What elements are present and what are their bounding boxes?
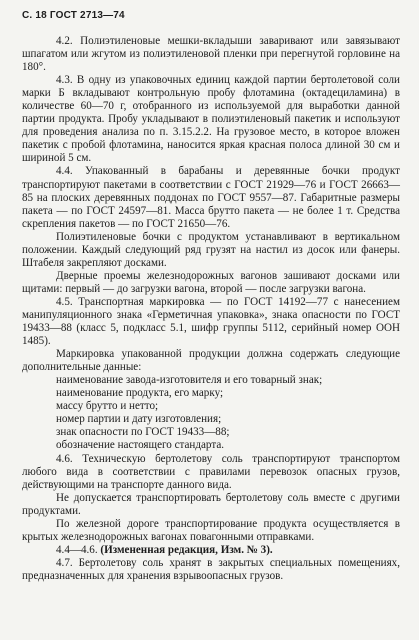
paragraph-railway: По железной дороге транспортирование продукта осуществляется в крытых железнодорожных вагонах повагонными отправками. — [22, 517, 400, 543]
paragraph-4-7: 4.7. Бертолетову соль хранят в закрытых специальных помещениях, предназначенных для хранения взрывоопасных грузов. — [22, 556, 400, 582]
document-body — [22, 35, 400, 583]
paragraph-barrels: Полиэтиленовые бочки с продуктом устанавливают в вертикальном положении. Каждый следующий ряд грузят на настил из досок или фанеры. Штабеля закрепляют досками. — [22, 230, 400, 269]
list-item: наименование продукта, его марку; — [56, 387, 224, 400]
paragraph-wagon-doors: Дверные проемы железнодорожных вагонов зашивают досками или щитами: первый — до загрузки вагона, второй — после загрузки вагона. — [22, 269, 400, 295]
paragraph-no-mixing: Не допускается транспортировать бертолетову соль вместе с другими продуктами. — [22, 491, 400, 517]
list-item: массу брутто и нетто; — [56, 400, 159, 413]
paragraph-4-6: 4.6. Техническую бертолетову соль транспортируют транспортом любого вида в соответствии с правилами перевозок опасных грузов, действующими на транспорте данного вида. — [22, 452, 400, 491]
page-header: С. 18 ГОСТ 2713—74 — [22, 10, 125, 21]
paragraph-4-3: 4.3. В одну из упаковочных единиц каждой партии бертолетовой соли марки Б вкладывают контрольную пробу флотамина (октадециламина) в количестве 60—70 г, отобранного из используемой для выработки данной партии продукта. Пробу укладывают в полиэтиленовый пакетик и используют для проведения анализа по п. 3.15.2.2. На грузовое место, в которое вложен пакетик с пробой флотамина, наносится яркая красная полоса длиной 30 см и шириной 5 см. — [22, 74, 400, 165]
paragraph-4-5: 4.5. Транспортная маркировка — по ГОСТ 14192—77 с нанесением манипуляционного знака «Герметичная упаковка», знака опасности по ГОСТ 19433—88 (класс 5, подкласс 5.1, шифр группы 5112, серийный номер ООН 1485). — [22, 295, 400, 348]
list-item: наименование завода-изготовителя и его товарный знак; — [56, 374, 323, 387]
amendment-prefix: 4.4—4.6. — [56, 543, 101, 556]
paragraph-marking-intro: Маркировка упакованной продукции должна содержать следующие дополнительные данные: — [22, 348, 400, 374]
amendment-bold: (Измененная редакция, Изм. № 3). — [100, 543, 273, 556]
list-item: обозначение настоящего стандарта. — [56, 439, 225, 452]
paragraph-4-2: 4.2. Полиэтиленовые мешки-вкладыши заваривают или завязывают шпагатом или жгутом из полиэтиленовой пленки при перегнутой горловине на 180°. — [22, 35, 400, 74]
list-item: знак опасности по ГОСТ 19433—88; — [56, 426, 230, 439]
list-item: номер партии и дату изготовления; — [56, 413, 222, 426]
amendment-note — [22, 544, 400, 557]
paragraph-4-4: 4.4. Упакованный в барабаны и деревянные бочки продукт транспортируют пакетами в соответствии с ГОСТ 21929—76 и ГОСТ 26663—85 на плоских деревянных поддонах по ГОСТ 9557—87. Габаритные размеры пакета — по ГОСТ 24597—81. Масса брутто пакета — не более 1 т. Средства скрепления пакетов — по ГОСТ 21650—76. — [22, 165, 400, 230]
